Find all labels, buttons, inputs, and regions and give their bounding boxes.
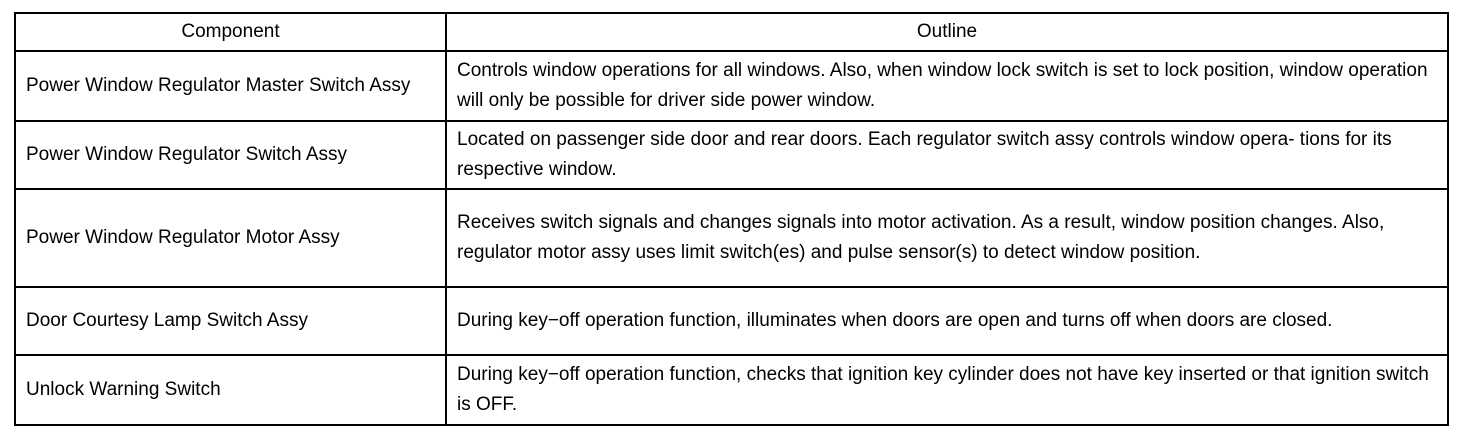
cell-component: Power Window Regulator Master Switch Assy — [15, 51, 446, 121]
header-component: Component — [15, 13, 446, 51]
cell-component: Unlock Warning Switch — [15, 355, 446, 425]
table-row — [15, 355, 1448, 425]
cell-outline: During key−off operation function, checks that ignition key cylinder does not have key inserted or that ignition switch is OFF. — [446, 355, 1448, 425]
cell-component: Power Window Regulator Switch Assy — [15, 121, 446, 189]
header-outline: Outline — [446, 13, 1448, 51]
table-row — [15, 51, 1448, 121]
cell-outline: Receives switch signals and changes signals into motor activation. As a result, window position changes. Also, regulator motor assy uses limit switch(es) and pulse sensor(s) to detect window position. — [446, 189, 1448, 287]
cell-component: Door Courtesy Lamp Switch Assy — [15, 287, 446, 355]
table-row — [15, 287, 1448, 355]
cell-outline: Located on passenger side door and rear doors. Each regulator switch assy controls window opera- tions for its respective window. — [446, 121, 1448, 189]
cell-outline: Controls window operations for all windows. Also, when window lock switch is set to lock position, window operation will only be possible for driver side power window. — [446, 51, 1448, 121]
component-outline-table — [14, 12, 1449, 426]
table-header-row — [15, 13, 1448, 51]
table-row — [15, 189, 1448, 287]
table-row — [15, 121, 1448, 189]
cell-component: Power Window Regulator Motor Assy — [15, 189, 446, 287]
cell-outline: During key−off operation function, illuminates when doors are open and turns off when doors are closed. — [446, 287, 1448, 355]
component-outline-table-container — [14, 12, 1447, 426]
